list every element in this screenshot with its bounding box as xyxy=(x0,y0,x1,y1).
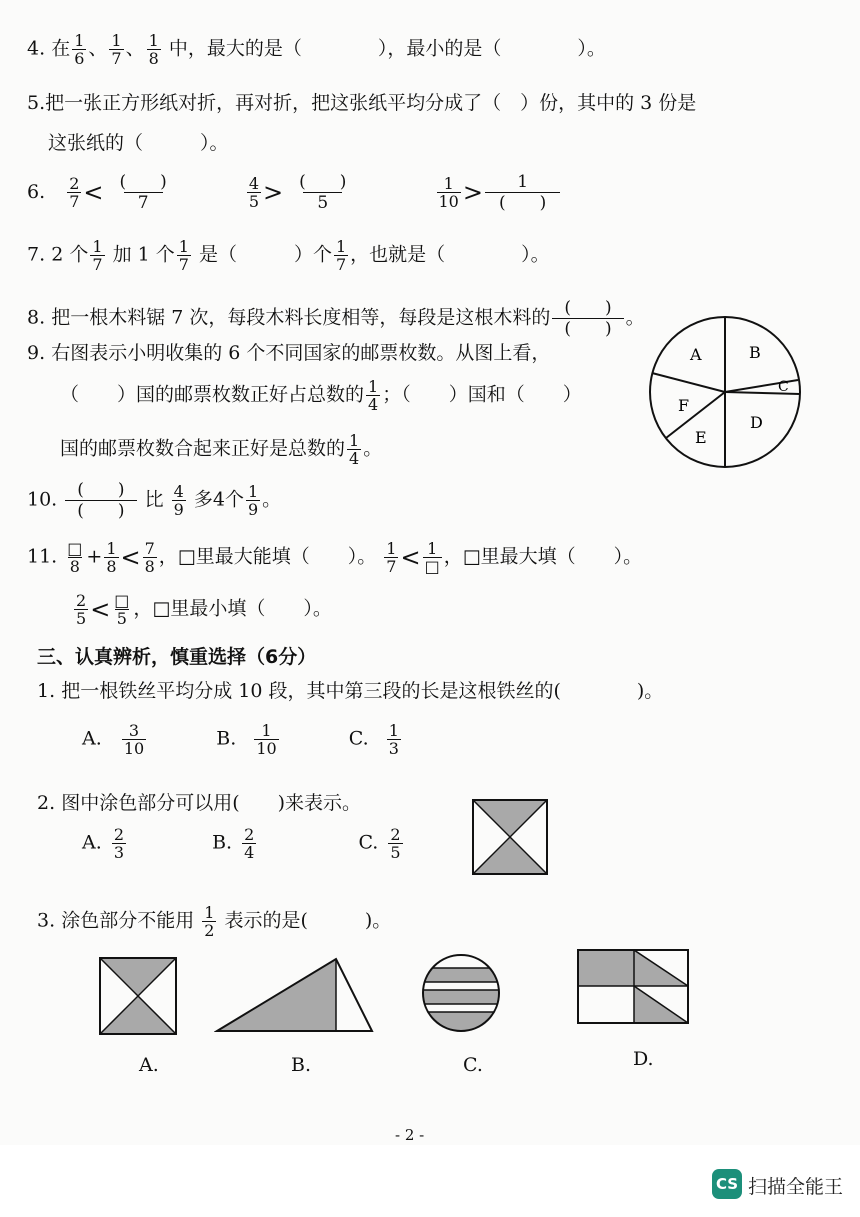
blank-fraction: ( ) 5 xyxy=(299,172,347,213)
fraction: $\frac{1}{10}$ xyxy=(438,174,459,211)
fraction: $\frac{1}{2}$ xyxy=(204,903,215,940)
choice-question-1: 1. 把一根铁丝平均分成 10 段，其中第三段的长是这根铁丝的( )。 xyxy=(37,680,664,702)
choice-question-2: 2. 图中涂色部分可以用( )来表示。 xyxy=(37,792,362,814)
scanner-logo-icon: CS xyxy=(712,1169,742,1199)
figure-b[interactable] xyxy=(214,955,376,1035)
fraction: $\frac{□}{5}$ xyxy=(114,591,130,628)
stamp-pie-chart xyxy=(648,312,804,472)
fraction: $\frac{2}{7}$ xyxy=(69,174,80,211)
question-11: 11. $\frac{□}{8}$ + $\frac{1}{8}$ < $\frac{7}{8}$ ，□里最大能填（ ）。 $\frac{1}{7}$ < $\frac{1}{□}$ ，□里最大填（ ）。 xyxy=(27,539,643,576)
choice-1-options: A. $\frac{3}{10}$ B. $\frac{1}{10}$ C. $\frac{1}{3}$ xyxy=(82,721,399,758)
question-9-line3: 国的邮票枚数合起来正好是总数的 $\frac{1}{4}$ 。 xyxy=(60,431,383,468)
question-5-line2: 这张纸的（ ）。 xyxy=(48,132,229,154)
fraction: $\frac{2}{5}$ xyxy=(76,591,87,628)
blank-fraction: 1 ( ) xyxy=(485,172,560,213)
question-10: 10. ( ) ( ) 比 $\frac{4}{9}$ 多4个 $\frac{1}{9}$ 。 xyxy=(27,480,282,521)
pie-label-f: F xyxy=(678,396,690,415)
shaded-bottom-triangle xyxy=(473,837,547,874)
figure-a-label: A. xyxy=(139,1054,159,1076)
page-number: - 2 - xyxy=(395,1126,425,1144)
figure-c-label: C. xyxy=(463,1054,483,1076)
figure-b-label: B. xyxy=(291,1054,312,1076)
fraction: $\frac{1}{8}$ xyxy=(148,31,159,68)
fraction: $\frac{□}{8}$ xyxy=(67,539,83,576)
figure-d-label: D. xyxy=(633,1048,654,1070)
pie-divider xyxy=(652,373,725,392)
blank-fraction: ( ) 7 xyxy=(119,172,167,213)
figure-d[interactable] xyxy=(575,947,693,1027)
fraction: $\frac{7}{8}$ xyxy=(144,539,155,576)
fraction: $\frac{1}{□}$ xyxy=(424,539,440,576)
fraction: $\frac{4}{5}$ xyxy=(248,174,260,211)
question-9: 9. 右图表示小明收集的 6 个不同国家的邮票枚数。从图上看， xyxy=(27,342,551,364)
figure-a[interactable] xyxy=(97,955,179,1037)
fraction: $\frac{1}{7}$ xyxy=(386,539,397,576)
option-a-fraction[interactable]: $\frac{3}{10}$ xyxy=(123,721,145,758)
option-c-fraction[interactable]: $\frac{2}{5}$ xyxy=(390,825,401,862)
choice-2-options: A. $\frac{2}{3}$ B. $\frac{2}{4}$ C. $\frac{2}{5}$ xyxy=(82,825,401,862)
question-4: 4. 在 $\frac{1}{6}$ 、 $\frac{1}{7}$ 、 $\frac{1}{8}$ 中，最大的是（ ），最小的是（ ）。 xyxy=(27,31,606,68)
section-3-title: 三、认真辨析，慎重选择（6分） xyxy=(37,646,317,668)
fraction: $\frac{1}{6}$ xyxy=(74,31,85,68)
question-11-line2: $\frac{2}{5}$ < $\frac{□}{5}$ ，□里最小填（ ）。 xyxy=(76,591,332,628)
blank-fraction: ( ) ( ) xyxy=(65,480,136,521)
question-8: 8. 把一根木料锯 7 次，每段木料长度相等，每段是这根木料的 ( ) ( ) 。 xyxy=(27,298,645,339)
fraction: $\frac{1}{7}$ xyxy=(335,237,347,274)
option-c-fraction[interactable]: $\frac{1}{3}$ xyxy=(388,721,399,758)
fraction: $\frac{1}{7}$ xyxy=(92,237,103,274)
option-b-fraction[interactable]: $\frac{1}{10}$ xyxy=(256,721,277,758)
fraction: $\frac{4}{9}$ xyxy=(173,482,184,519)
question-6: 6. $\frac{2}{7}$ < ( ) 7 $\frac{4}{5}$ > ( ) 5 $\frac{1}{10}$ > 1 ( ) xyxy=(27,172,562,213)
question-5: 5.把一张正方形纸对折，再对折，把这张纸平均分成了（ ）份，其中的 3 份是 xyxy=(27,92,697,114)
question-number: 4. xyxy=(27,37,46,60)
pie-label-d: D xyxy=(750,413,763,432)
pie-divider xyxy=(725,392,800,394)
shaded-top-triangle xyxy=(473,800,547,837)
fraction: $\frac{1}{4}$ xyxy=(349,431,360,468)
fraction: $\frac{1}{7}$ xyxy=(178,237,189,274)
question-9-line2: （ ）国的邮票枚数正好占总数的 $\frac{1}{4}$ ；（ ）国和（ ） xyxy=(60,377,582,414)
fraction: $\frac{1}{7}$ xyxy=(111,31,122,68)
fraction: $\frac{1}{4}$ xyxy=(368,377,379,414)
option-a-fraction[interactable]: $\frac{2}{3}$ xyxy=(113,825,124,862)
pie-label-b: B xyxy=(749,343,761,362)
fraction: $\frac{1}{8}$ xyxy=(106,539,117,576)
pie-label-e: E xyxy=(695,428,707,447)
blank-fraction: ( ) ( ) xyxy=(552,298,623,339)
pie-label-a: A xyxy=(690,345,702,364)
shaded-square-figure xyxy=(470,797,550,877)
choice-question-3: 3. 涂色部分不能用 $\frac{1}{2}$ 表示的是( )。 xyxy=(37,903,392,940)
scanner-app-name: 扫描全能王 xyxy=(748,1176,844,1198)
fraction: $\frac{1}{9}$ xyxy=(247,482,259,519)
figure-c[interactable] xyxy=(420,952,502,1034)
pie-label-c: C xyxy=(778,379,789,395)
question-7: 7. 2 个 $\frac{1}{7}$ 加 1 个 $\frac{1}{7}$ 是（ ）个 $\frac{1}{7}$ ，也就是（ ）。 xyxy=(27,237,550,274)
option-b-fraction[interactable]: $\frac{2}{4}$ xyxy=(244,825,255,862)
